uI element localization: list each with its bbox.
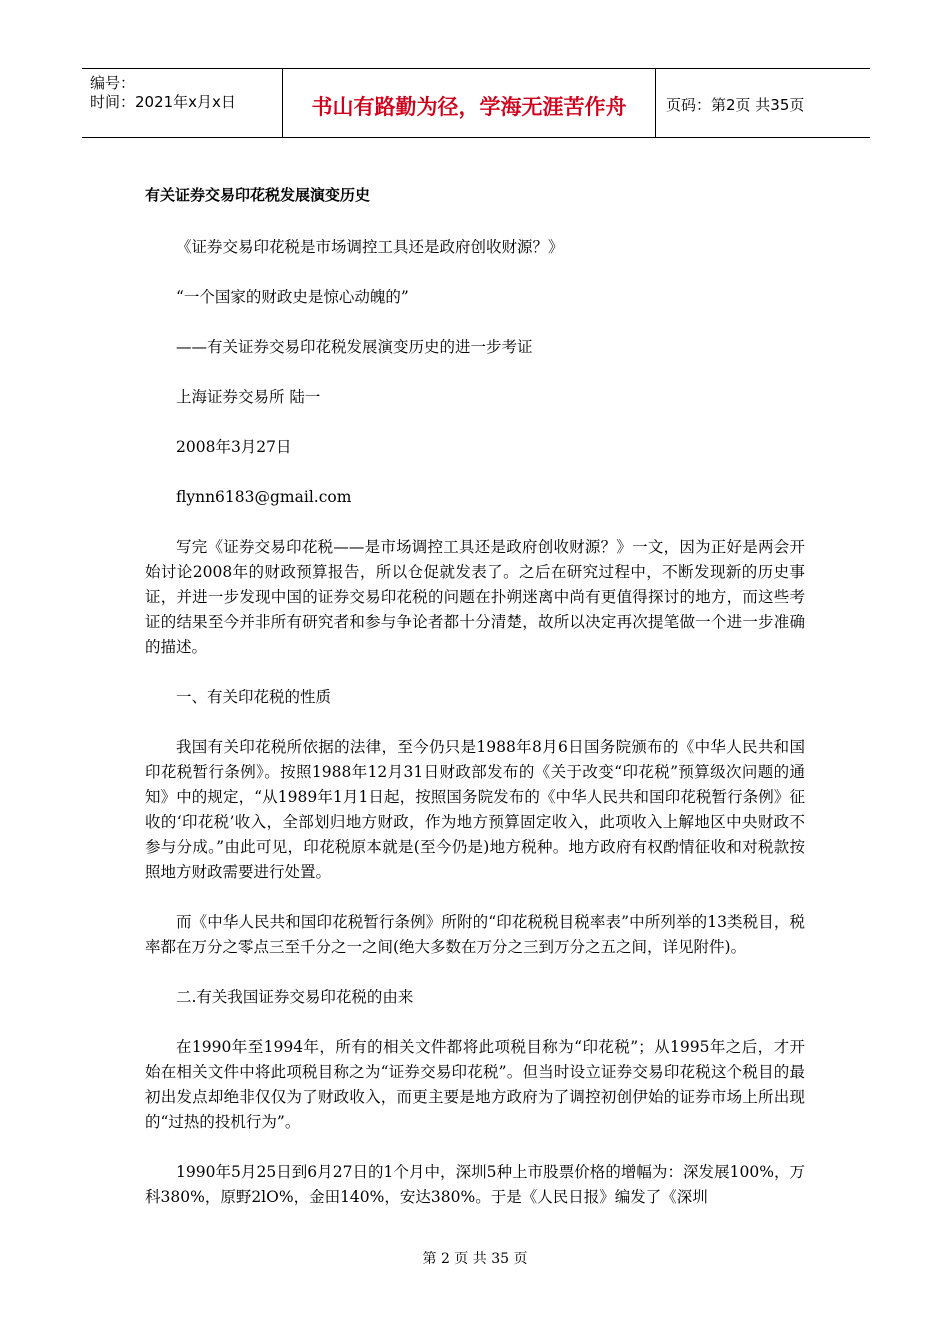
paragraph: 1990年5月25日到6月27日的1个月中，深圳5种上市股票价格的增幅为：深发展100%，万科380%，原野2lO%，金田140%，安达380%。于是《人民日报》编发了《深圳 bbox=[145, 1163, 805, 1206]
section-heading: 二.有关我国证券交易印花税的由来 bbox=[176, 988, 414, 1006]
header-page-cell bbox=[656, 69, 870, 137]
paragraph: 在1990年至1994年，所有的相关文件都将此项税目称为“印花税”；从1995年之后，才开始在相关文件中将此项税目称之为“证券交易印花税”。但当时设立证券交易印花税这个税目的最初出发点却绝非仅仅为了财政收入，而更主要是地方政府为了调控初创伊始的证券市场上所出现的“过热的投机行为”。 bbox=[145, 1038, 805, 1131]
document-title: 有关证券交易印花税发展演变历史 bbox=[145, 186, 371, 204]
paragraph: 我国有关印花税所依据的法律，至今仍只是1988年8月6日国务院颁布的《中华人民共和国印花税暂行条例》。按照1988年12月31日财政部发布的《关于改变“印花税”预算级次问题的通知》中的规定，“从1989年1月1日起，按照国务院发布的《中华人民共和国印花税暂行条例》征收的‘印花税’收入，全部划归地方财政，作为地方预算固定收入，此项收入上解地区中央财政不参与分成。”由此可见，印花税原本就是(至今仍是)地方税种。地方政府有权酌情征收和对税款按照地方财政需要进行处置。 bbox=[145, 738, 805, 881]
email-link[interactable]: flynn6183@gmail.com bbox=[176, 488, 352, 506]
header-info-cell bbox=[82, 69, 283, 137]
paragraph: 写完《证券交易印花税——是市场调控工具还是政府创收财源？》一文，因为正好是两会开始讨论2008年的财政预算报告，所以仓促就发表了。之后在研究过程中，不断发现新的历史事证，并进一步发现中国的证券交易印花税的问题在扑朔迷离中尚有更值得探讨的地方，而这些考证的结果至今并非所有研究者和参与争论者都十分清楚，故所以决定再次提笔做一个进一步准确的描述。 bbox=[145, 538, 805, 656]
date-line: 时间：2021年x月x日 bbox=[90, 93, 236, 111]
motto-text: 书山有路勤为径，学海无涯苦作舟 bbox=[311, 95, 627, 119]
section-heading: 一、有关印花税的性质 bbox=[176, 688, 332, 706]
page-info: 页码：第2页 共35页 bbox=[666, 96, 805, 114]
paragraph: 《证券交易印花税是市场调控工具还是政府创收财源？》 bbox=[176, 238, 564, 256]
paragraph: 而《中华人民共和国印花税暂行条例》所附的“印花税税目税率表”中所列举的13类税目，税率都在万分之零点三至千分之一之间(绝大多数在万分之三到万分之五之间，详见附件)。 bbox=[145, 913, 805, 956]
paragraph: ——有关证券交易印花税发展演变历史的进一步考证 bbox=[176, 338, 533, 356]
code-label: 编号： bbox=[90, 74, 136, 92]
header-motto-cell bbox=[283, 69, 656, 137]
paragraph: “一个国家的财政史是惊心动魄的” bbox=[176, 288, 409, 306]
paragraph: 2008年3月27日 bbox=[176, 438, 292, 456]
paragraph: 上海证券交易所 陆一 bbox=[176, 388, 321, 406]
page-footer: 第 2 页 共 35 页 bbox=[422, 1251, 528, 1267]
document-body bbox=[145, 183, 805, 1235]
header-table bbox=[82, 68, 870, 138]
